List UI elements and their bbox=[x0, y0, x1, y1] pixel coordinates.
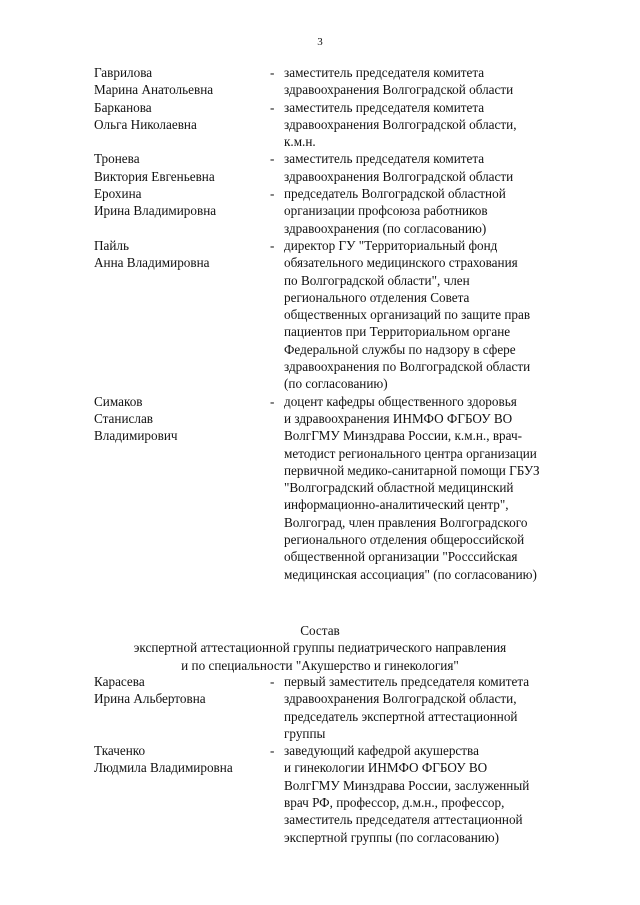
member-position-line: группы bbox=[284, 725, 326, 741]
member-position bbox=[284, 99, 590, 151]
member-position-line: заместитель председателя комитета bbox=[284, 99, 485, 115]
member-position-line: здравоохранения по Волгоградской области bbox=[284, 359, 531, 375]
member-position-line: информационно-аналитический центр", bbox=[284, 497, 509, 513]
member-position-line: первичной медико-санитарной помощи ГБУЗ bbox=[284, 462, 540, 478]
member-name bbox=[94, 185, 270, 237]
member-name bbox=[94, 742, 270, 846]
section-title: Состав bbox=[300, 623, 340, 638]
member-position-line: "Волгоградский областной медицинский bbox=[284, 480, 514, 496]
member-name-line: Пайль bbox=[94, 237, 130, 253]
member-entry bbox=[94, 185, 594, 237]
member-entry bbox=[94, 673, 594, 742]
member-entry bbox=[94, 742, 594, 846]
member-position bbox=[284, 393, 590, 583]
member-position-line: заместитель председателя комитета bbox=[284, 151, 485, 167]
member-position-line: методист регионального центра организации bbox=[284, 445, 537, 461]
member-position-line: регионального отделения Совета bbox=[284, 289, 470, 305]
member-position-line: председатель экспертной аттестационной bbox=[284, 708, 518, 724]
member-position-line: Волгоград, член правления Волгоградского bbox=[284, 514, 528, 530]
member-position-line: (по согласованию) bbox=[284, 376, 388, 392]
dash-separator: - bbox=[270, 393, 275, 409]
member-name-line: Барканова bbox=[94, 99, 152, 115]
member-position bbox=[284, 64, 590, 99]
member-name-line: Тронева bbox=[94, 151, 140, 167]
member-name bbox=[94, 64, 270, 99]
member-position-line: организации профсоюза работников bbox=[284, 203, 488, 219]
member-position-line: по Волгоградской области", член bbox=[284, 272, 470, 288]
member-position-line: общественной организации "Росссийская bbox=[284, 549, 518, 565]
member-name-line: Виктория Евгеньевна bbox=[94, 168, 215, 184]
member-name bbox=[94, 673, 270, 742]
member-name-line: Владимирович bbox=[94, 428, 178, 444]
member-name bbox=[94, 150, 270, 185]
member-position-line: экспертной группы (по согласованию) bbox=[284, 829, 500, 845]
dash-separator: - bbox=[270, 99, 275, 115]
member-entry bbox=[94, 99, 594, 151]
member-position-line: здравоохранения Волгоградской области, bbox=[284, 116, 517, 132]
page-number: 3 bbox=[317, 36, 323, 48]
member-position-line: здравоохранения (по согласованию) bbox=[284, 220, 487, 236]
member-position-line: заместитель председателя комитета bbox=[284, 65, 485, 80]
member-position-line: медицинская ассоциация" (по согласованию) bbox=[284, 566, 537, 582]
members-list-2 bbox=[94, 673, 594, 846]
member-position-line: заместитель председателя аттестационной bbox=[284, 812, 523, 828]
member-position-line: врач РФ, профессор, д.м.н., профессор, bbox=[284, 795, 505, 811]
member-name-line: Станислав bbox=[94, 410, 154, 426]
section-subtitle-line-1: экспертной аттестационной группы педиатрического направления bbox=[133, 640, 507, 656]
member-name bbox=[94, 99, 270, 151]
dash-separator: - bbox=[270, 186, 275, 202]
dash-separator: - bbox=[270, 743, 275, 759]
member-name-line: Людмила Владимировна bbox=[94, 760, 233, 776]
member-position-line: доцент кафедры общественного здоровья bbox=[284, 393, 517, 409]
member-position-line: и гинекологии ИНМФО ФГБОУ ВО bbox=[284, 760, 488, 776]
member-position-line: первый заместитель председателя комитета bbox=[284, 674, 530, 689]
member-position bbox=[284, 150, 590, 185]
member-position-line: и здравоохранения ИНМФО ФГБОУ ВО bbox=[284, 410, 513, 426]
member-entry bbox=[94, 64, 594, 99]
member-name bbox=[94, 393, 270, 583]
member-position-line: общественных организаций по защите прав bbox=[284, 307, 531, 323]
member-position-line: к.м.н. bbox=[284, 134, 316, 150]
member-name-line: Ирина Альбертовна bbox=[94, 691, 206, 707]
member-name-line: Ольга Николаевна bbox=[94, 116, 197, 132]
member-position-line: пациентов при Территориальном органе bbox=[284, 324, 511, 340]
member-position bbox=[284, 742, 590, 846]
member-position-line: обязательного медицинского страхования bbox=[284, 255, 518, 271]
member-name-line: Анна Владимировна bbox=[94, 255, 210, 271]
member-name bbox=[94, 237, 270, 393]
member-name-line: Симаков bbox=[94, 393, 143, 409]
section-heading bbox=[0, 622, 640, 674]
member-position bbox=[284, 237, 590, 393]
dash-separator: - bbox=[270, 151, 275, 167]
member-entry bbox=[94, 237, 594, 393]
member-entry bbox=[94, 150, 594, 185]
member-position-line: ВолгГМУ Минздрава России, к.м.н., врач- bbox=[284, 428, 522, 444]
member-name-line: Ирина Владимировна bbox=[94, 203, 217, 219]
member-entry bbox=[94, 393, 594, 583]
member-name-line: Карасева bbox=[94, 674, 145, 689]
member-name-line: Ткаченко bbox=[94, 743, 146, 759]
members-list-1 bbox=[94, 64, 594, 583]
dash-separator: - bbox=[270, 65, 275, 80]
member-position-line: заведующий кафедрой акушерства bbox=[284, 743, 479, 759]
member-position-line: ВолгГМУ Минздрава России, заслуженный bbox=[284, 777, 530, 793]
member-name-line: Гаврилова bbox=[94, 65, 153, 80]
member-position-line: Федеральной службы по надзору в сфере bbox=[284, 341, 516, 357]
dash-separator: - bbox=[270, 674, 275, 689]
section-subtitle-line-2: и по специальности "Акушерство и гинекология" bbox=[181, 657, 459, 673]
member-position-line: здравоохранения Волгоградской области bbox=[284, 82, 514, 98]
member-name-line: Ерохина bbox=[94, 186, 142, 202]
member-position bbox=[284, 185, 590, 237]
member-position-line: здравоохранения Волгоградской области, bbox=[284, 691, 517, 707]
dash-separator: - bbox=[270, 237, 275, 253]
member-position-line: здравоохранения Волгоградской области bbox=[284, 168, 514, 184]
member-position bbox=[284, 673, 590, 742]
member-position-line: председатель Волгоградской областной bbox=[284, 186, 506, 202]
member-name-line: Марина Анатольевна bbox=[94, 82, 214, 98]
member-position-line: директор ГУ "Территориальный фонд bbox=[284, 237, 498, 253]
member-position-line: регионального отделения общероссийской bbox=[284, 532, 525, 548]
